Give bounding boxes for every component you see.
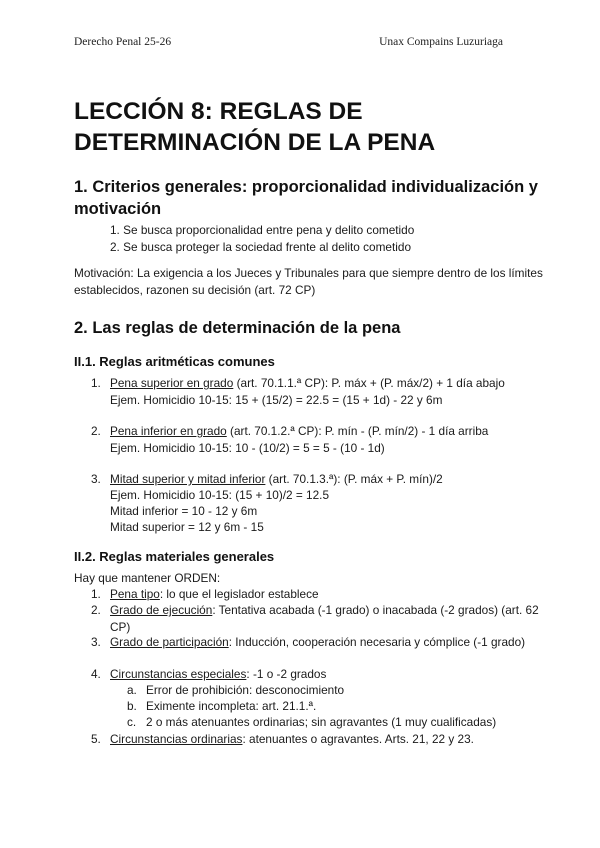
term-underlined: Pena tipo — [110, 587, 160, 601]
intro-line: Hay que mantener ORDEN: — [74, 571, 221, 585]
sublist-item: Eximente incompleta: art. 21.1.ª. — [146, 699, 317, 713]
list-number: 5. — [91, 732, 101, 746]
subsection-heading-ii2: II.2. Reglas materiales generales — [74, 549, 275, 564]
example-line: Mitad superior = 12 y 6m - 15 — [110, 520, 264, 534]
subsection-heading-ii1: II.1. Reglas aritméticas comunes — [74, 354, 275, 369]
list-item — [110, 666, 326, 683]
term-description: (art. 70.1.3.ª): (P. máx + P. mín)/2 — [265, 472, 443, 486]
term-description: : atenuantes o agravantes. Arts. 21, 22 y 23. — [242, 732, 474, 746]
sublist-letter: a. — [127, 683, 137, 697]
page-title: LECCIÓN 8: REGLAS DE DETERMINACIÓN DE LA PENA — [74, 98, 436, 156]
term-underlined: Grado de participación — [110, 635, 229, 649]
list-item — [110, 423, 488, 440]
motivacion-paragraph: Motivación: La exigencia a los Jueces y Tribunales para que siempre dentro de los límites establecidos, razonen su decisión (art. 72 CP) — [74, 266, 543, 297]
sublist-item: 2 o más atenuantes ordinarias; sin agravantes (1 muy cualificadas) — [146, 715, 497, 729]
list-number: 3. — [91, 472, 101, 486]
term-underlined: Pena inferior en grado — [110, 424, 227, 438]
section-1-heading: 1. Criterios generales: proporcionalidad individualización y motivación — [74, 178, 538, 218]
term-description: : lo que el legislador establece — [159, 587, 319, 601]
list-number: 3. — [91, 635, 101, 649]
list-number: 2. — [91, 424, 101, 438]
term-underlined: Circunstancias ordinarias — [110, 732, 243, 746]
list-item — [110, 602, 550, 635]
list-item: 1. Se busca proporcionalidad entre pena y delito cometido — [110, 223, 415, 237]
term-description: : Inducción, cooperación necesaria y cómplice (-1 grado) — [228, 635, 526, 649]
term-underlined: Grado de ejecución — [110, 603, 213, 617]
header-course: Derecho Penal 25-26 — [74, 36, 172, 48]
list-number: 1. — [91, 376, 101, 390]
example-line: Ejem. Homicidio 10-15: (15 + 10)/2 = 12.5 — [110, 488, 330, 502]
term-description: : Tentativa acabada (-1 grado) o inacabada (-2 grados) (art. 62 CP) — [110, 603, 539, 634]
term-underlined: Mitad superior y mitad inferior — [110, 472, 266, 486]
example-line: Ejem. Homicidio 10-15: 10 - (10/2) = 5 = 5 - (10 - 1d) — [110, 441, 385, 455]
list-number: 4. — [91, 667, 101, 681]
section-2-heading: 2. Las reglas de determinación de la pena — [74, 319, 401, 337]
header-author: Unax Compains Luzuriaga — [379, 36, 503, 48]
term-description: : -1 o -2 grados — [246, 667, 327, 681]
list-item — [110, 471, 443, 488]
sublist-letter: b. — [127, 699, 137, 713]
sublist-item: Error de prohibición: desconocimiento — [146, 683, 345, 697]
list-number: 2. — [91, 603, 101, 617]
list-item — [110, 634, 550, 651]
example-line: Mitad inferior = 10 - 12 y 6m — [110, 504, 258, 518]
example-line: Ejem. Homicidio 10-15: 15 + (15/2) = 22.5 = (15 + 1d) - 22 y 6m — [110, 393, 443, 407]
list-item: 2. Se busca proteger la sociedad frente al delito cometido — [110, 240, 412, 254]
term-underlined: Pena superior en grado — [110, 376, 234, 390]
sublist-letter: c. — [127, 715, 137, 729]
list-item — [110, 586, 319, 603]
term-description: (art. 70.1.1.ª CP): P. máx + (P. máx/2) + 1 día abajo — [233, 376, 505, 390]
list-number: 1. — [91, 587, 101, 601]
term-underlined: Circunstancias especiales — [110, 667, 247, 681]
term-description: (art. 70.1.2.ª CP): P. mín - (P. mín/2) - 1 día arriba — [226, 424, 489, 438]
list-item — [110, 731, 474, 748]
list-item — [110, 375, 505, 392]
